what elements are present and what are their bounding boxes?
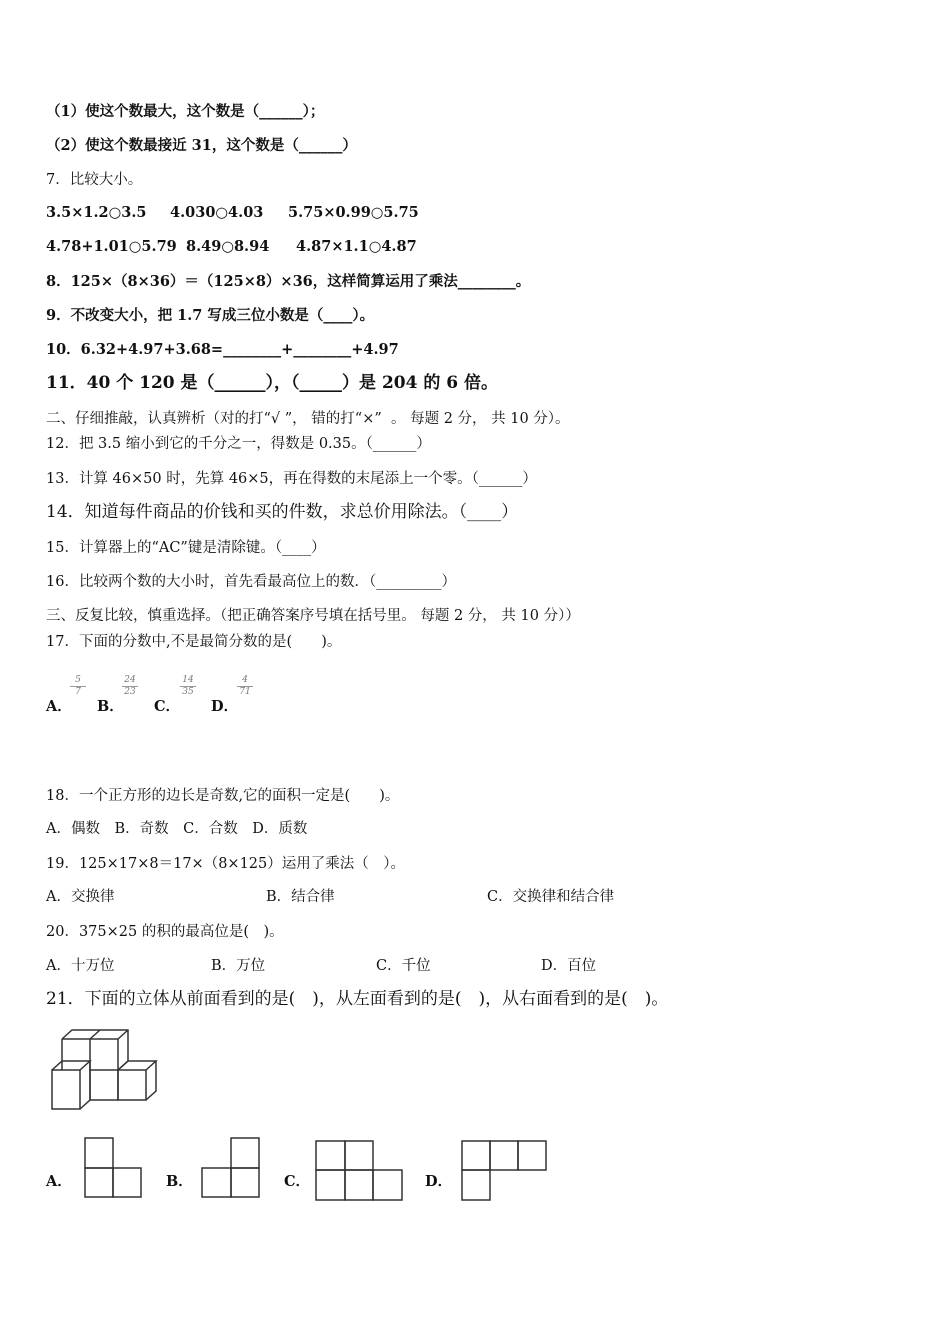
question-10: 10．6.32+4.97+3.68=________+________+4.97 — [46, 341, 399, 358]
question-6-part-2: （2）使这个数最接近 31，这个数是（______） — [46, 137, 357, 154]
option-d: D．百位 — [541, 958, 597, 974]
denominator: 71 — [239, 687, 251, 697]
question-6-part-1: （1）使这个数最大，这个数是（______）； — [46, 103, 325, 120]
option-c: C． — [154, 698, 181, 715]
question-9: 9．不改变大小，把 1.7 写成三位小数是（____）。 — [46, 307, 375, 324]
numerator: 4 — [237, 675, 253, 687]
question-13: 13．计算 46×50 时，先算 46×5，再在得数的末尾添上一个零。（______） — [46, 471, 537, 487]
option-c: C．千位 — [376, 958, 431, 974]
option-c: C． — [284, 1173, 311, 1190]
option-c: C．交换律和结合律 — [487, 889, 615, 905]
option-d: D． — [211, 698, 239, 715]
question-8: 8．125×（8×36）＝（125×8）×36，这样简算运用了乘法________。 — [46, 273, 531, 290]
question-14: 14．知道每件商品的价钱和买的件数，求总价用除法。（____） — [46, 502, 519, 522]
compare-item: 8.49○8.94 — [186, 238, 270, 255]
cube-stack-figure — [52, 1030, 156, 1109]
option-d: D． — [425, 1173, 453, 1190]
option-a: A．交换律 — [46, 889, 115, 905]
denominator: 7 — [75, 687, 81, 697]
question-18-options: A．偶数 B．奇数 C．合数 D．质数 — [46, 821, 308, 837]
compare-item: 5.75×0.99○5.75 — [288, 204, 419, 221]
numerator: 14 — [180, 675, 196, 687]
compare-item: 4.030○4.03 — [170, 204, 264, 221]
question-18: 18．一个正方形的边长是奇数,它的面积一定是( )。 — [46, 788, 400, 804]
compare-item: 4.78+1.01○5.79 — [46, 238, 177, 255]
view-option-d — [462, 1141, 546, 1200]
question-15: 15．计算器上的“AC”键是清除键。（____） — [46, 540, 326, 556]
numerator: 5 — [70, 675, 86, 687]
section-3-heading: 三、反复比较，慎重选择。（把正确答案序号填在括号里。 每题 2 分， 共 10 分）） — [46, 608, 580, 624]
question-12: 12．把 3.5 缩小到它的千分之一，得数是 0.35。（______） — [46, 436, 431, 452]
option-a: A． — [46, 1173, 72, 1190]
option-a: A．十万位 — [46, 958, 115, 974]
question-16: 16．比较两个数的大小时，首先看最高位上的数．（_________） — [46, 574, 456, 590]
view-option-c — [316, 1141, 402, 1200]
section-2-heading: 二、仔细推敲，认真辨析（对的打“√ ”， 错的打“×” 。 每题 2 分， 共 10 分）。 — [46, 411, 570, 427]
question-21: 21．下面的立体从前面看到的是( )，从左面看到的是( )，从右面看到的是( )。 — [46, 989, 669, 1009]
option-b: B． — [97, 698, 124, 715]
question-20: 20．375×25 的积的最高位是( )。 — [46, 924, 284, 940]
question-19: 19．125×17×8＝17×（8×125）运用了乘法（ ）。 — [46, 856, 406, 872]
denominator: 23 — [124, 687, 136, 697]
option-b: B．结合律 — [266, 889, 335, 905]
compare-item: 4.87×1.1○4.87 — [296, 238, 417, 255]
option-b: B． — [166, 1173, 193, 1190]
question-11: 11．40 个 120 是（______），（_____）是 204 的 6 倍。 — [46, 373, 499, 393]
numerator: 24 — [122, 675, 138, 687]
option-a: A． — [46, 698, 72, 715]
option-b: B．万位 — [211, 958, 266, 974]
denominator: 35 — [182, 687, 194, 697]
view-option-a — [85, 1138, 141, 1197]
view-option-b — [202, 1138, 259, 1197]
compare-item: 3.5×1.2○3.5 — [46, 204, 147, 221]
question-7: 7．比较大小。 — [46, 172, 143, 188]
question-17: 17．下面的分数中,不是最简分数的是( )。 — [46, 634, 342, 650]
